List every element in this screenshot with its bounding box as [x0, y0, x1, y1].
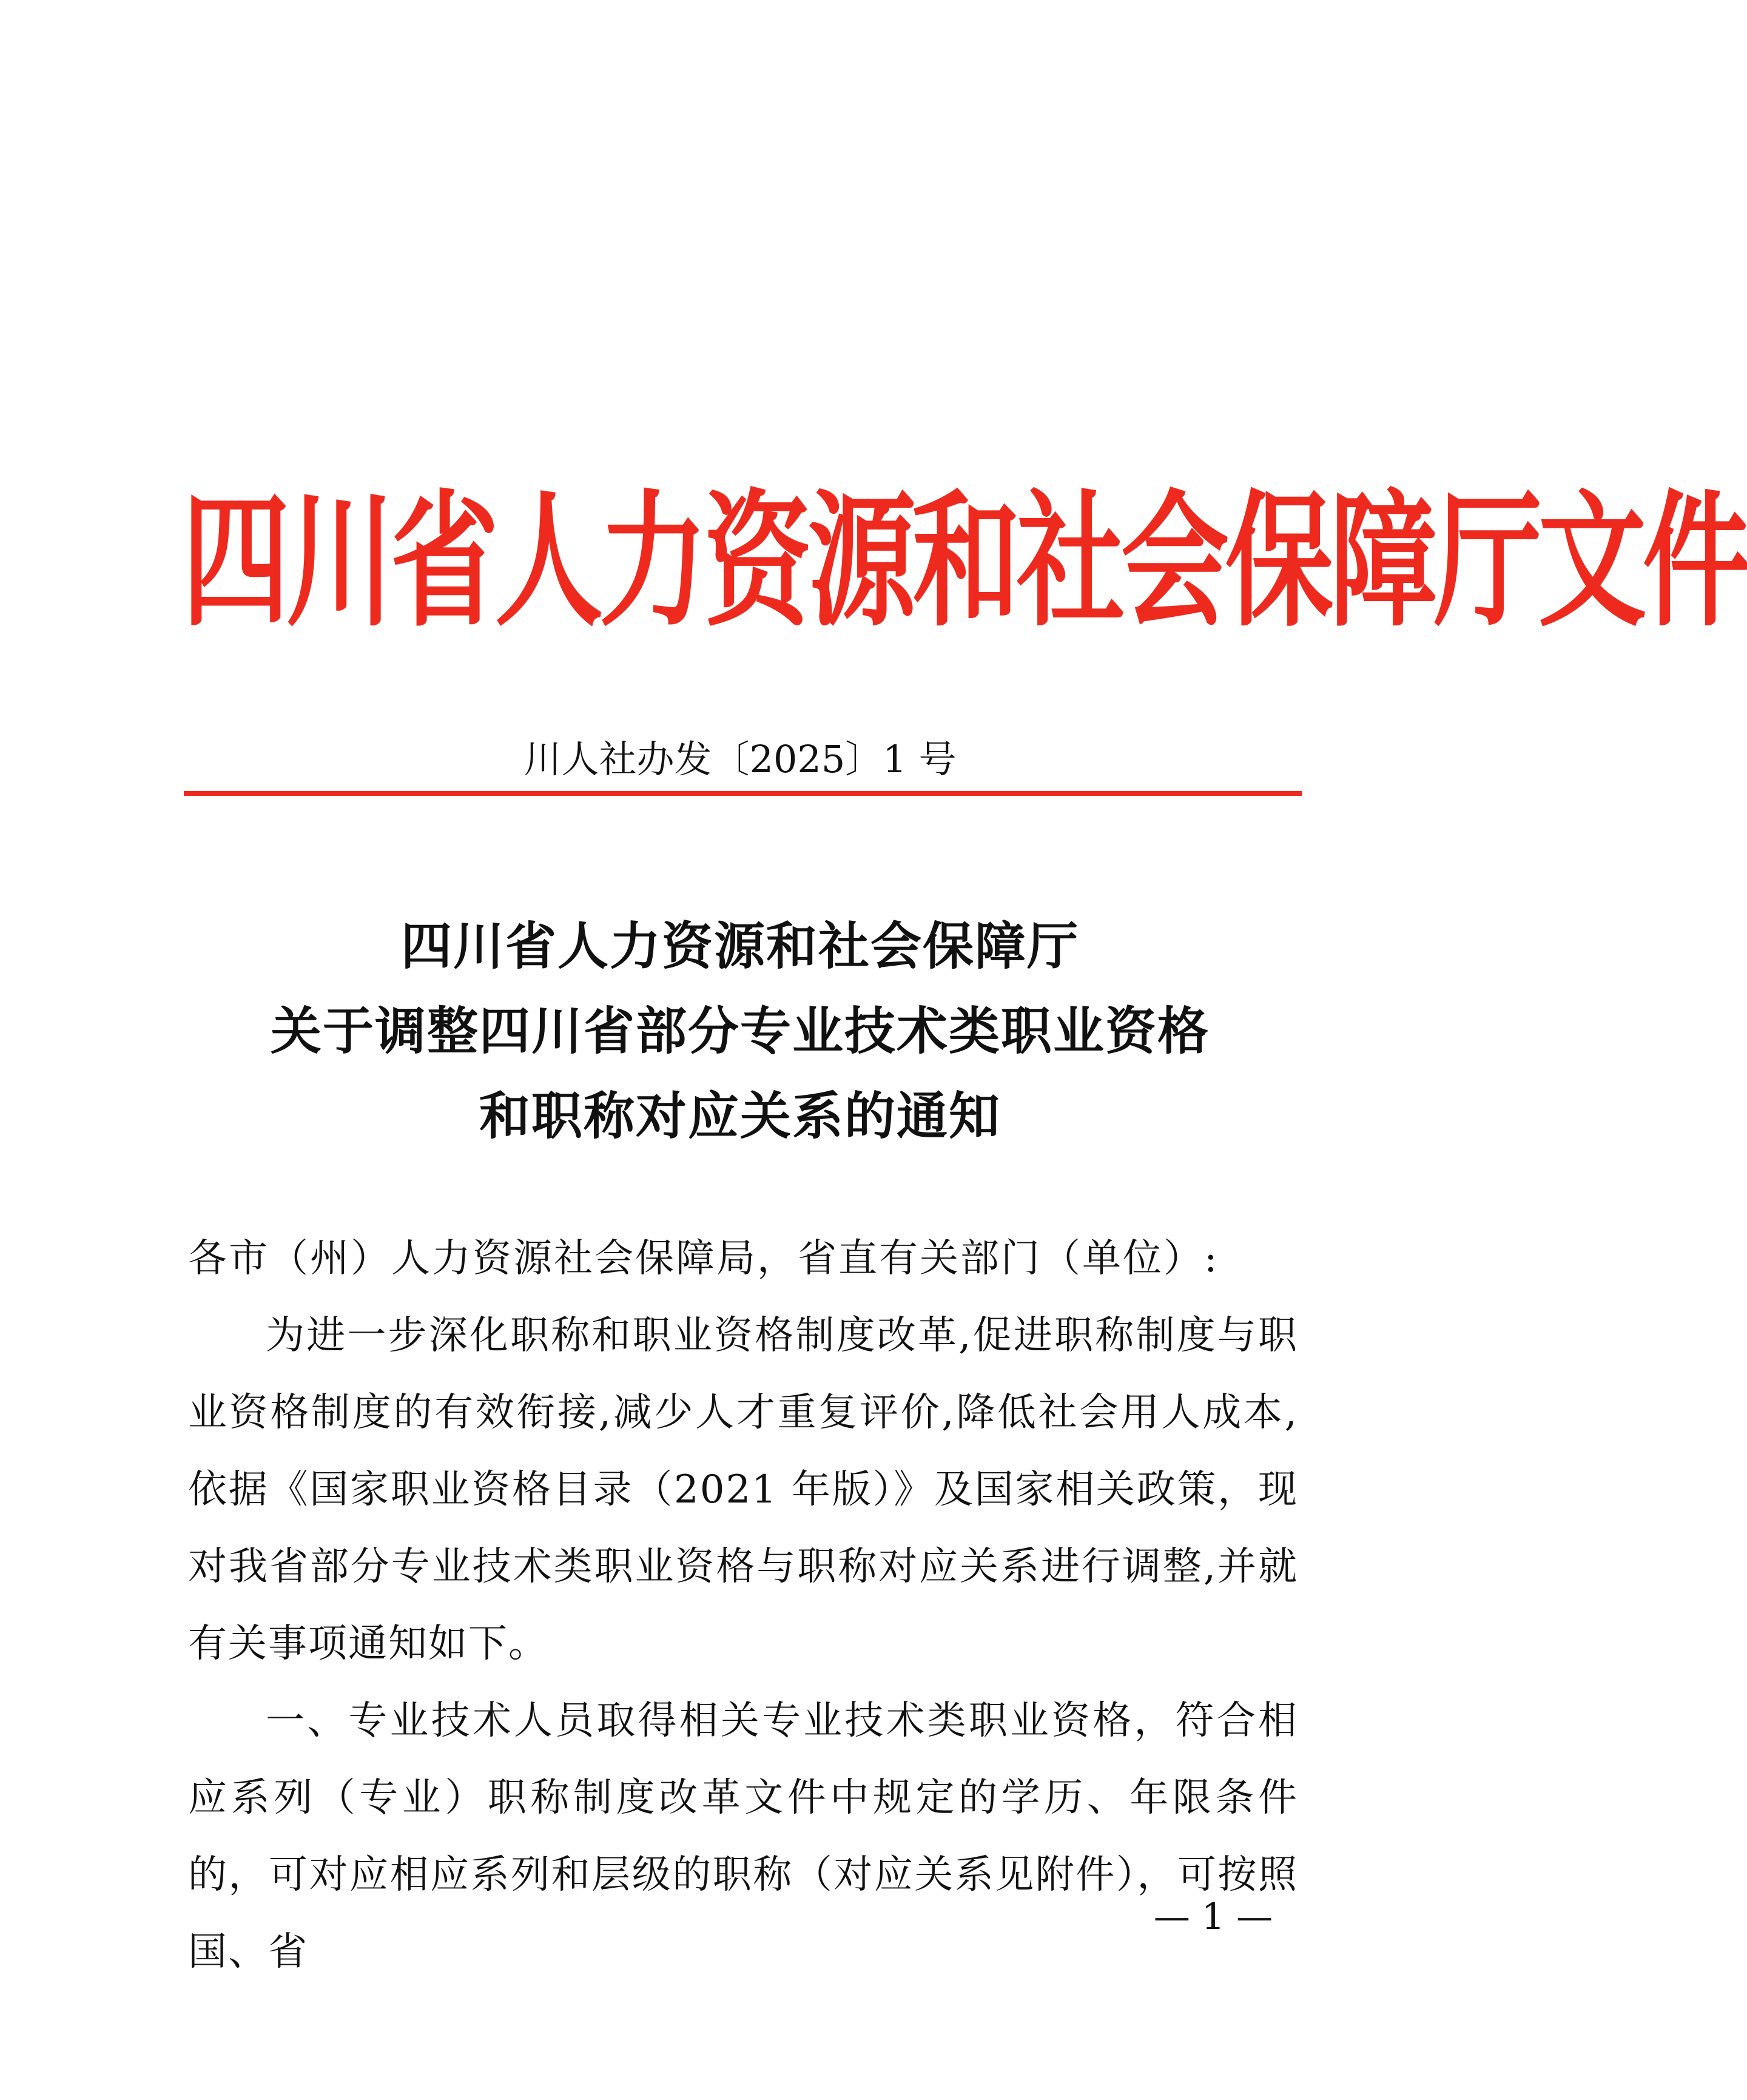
title-line-2: 关于调整四川省部分专业技术类职业资格	[270, 1001, 1210, 1061]
title-line-1: 四川省人力资源和社会保障厅	[400, 916, 1079, 976]
title-line-3: 和职称对应关系的通知	[479, 1086, 1001, 1146]
document-number: 川人社办发〔2025〕1 号	[523, 737, 957, 781]
document-body	[188, 1220, 1298, 1991]
paragraph-item-1: 一、专业技术人员取得相关专业技术类职业资格，符合相应系列（专业）职称制度改革文件中规定的学历、年限条件的，可对应相应系列和层级的职称（对应关系见附件），可按照国、省	[188, 1698, 1298, 1974]
document-title	[182, 904, 1298, 1159]
salutation: 各市（州）人力资源社会保障局，省直有关部门（单位）:	[188, 1236, 1219, 1281]
red-divider-line	[184, 791, 1302, 796]
masthead-title: 四川省人力资源和社会保障厅文件	[182, 475, 1747, 647]
page-number: — 1 —	[1153, 1896, 1273, 1938]
paragraph-intro: 为进一步深化职称和职业资格制度改革,促进职称制度与职业资格制度的有效衔接,减少人才重复评价,降低社会用人成本,依据《国家职业资格目录（2021 年版）》及国家相关政策，现对我省部分专业技术类职业资格与职称对应关系进行调整,并就有关事项通知如下。	[188, 1313, 1298, 1666]
